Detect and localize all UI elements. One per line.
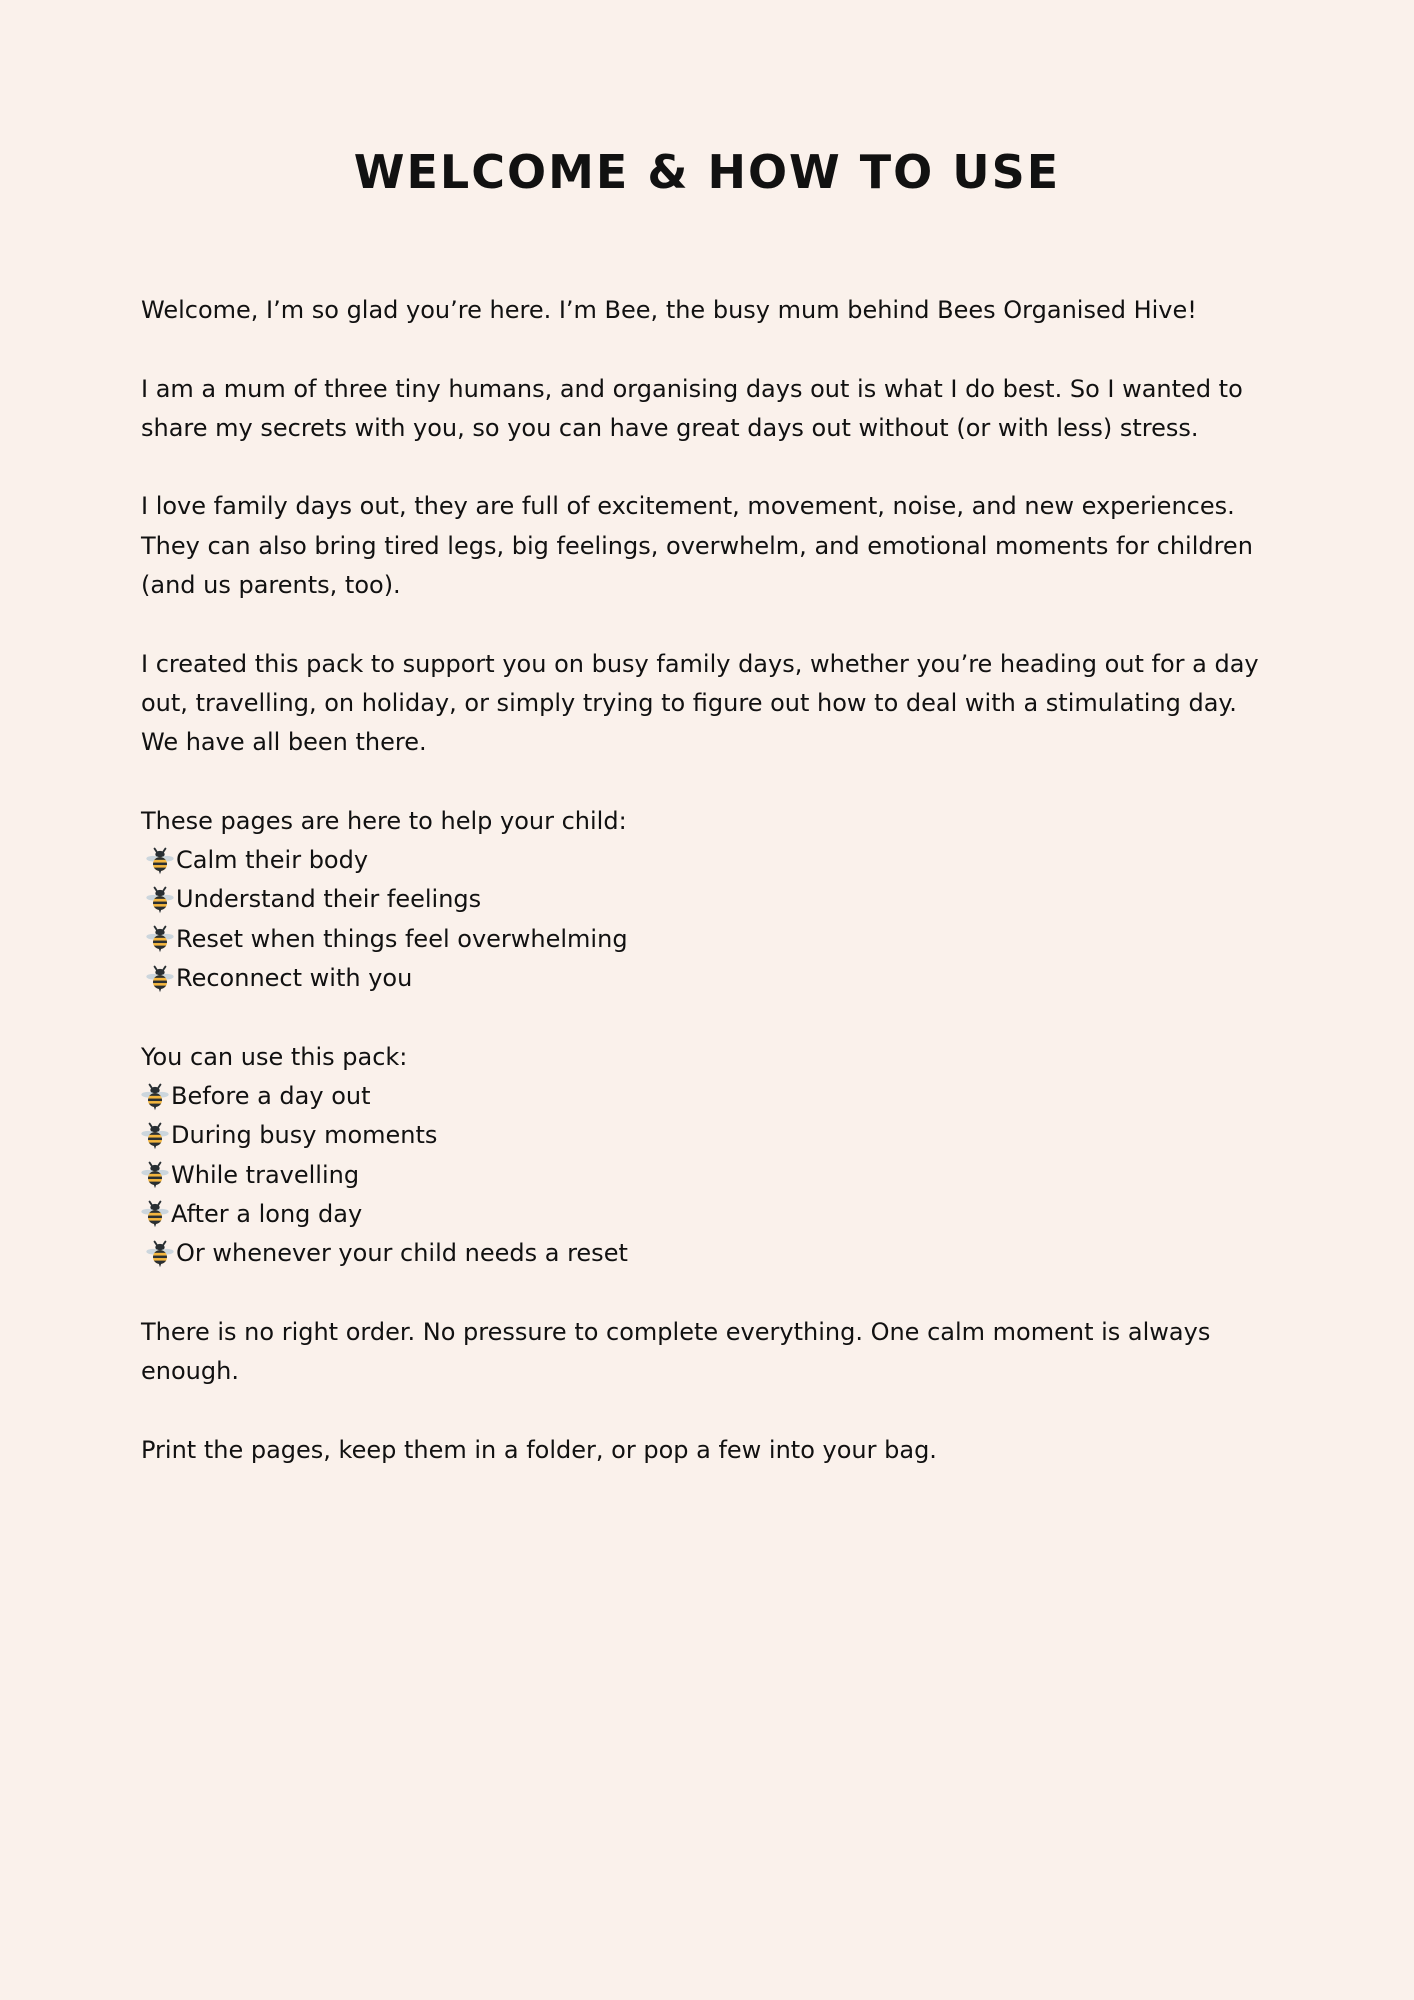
pack-purpose-paragraph: I created this pack to support you on busy family days, whether you’re heading out for a day out, travelling, on holiday, or simply trying to figure out how to deal with a stimulating day. We have all been there. <box>141 649 1259 757</box>
list-item <box>141 920 1281 959</box>
list-item <box>141 959 1281 998</box>
list-item-label: After a long day <box>171 1199 363 1228</box>
list-item-label: Understand their feelings <box>176 885 482 914</box>
list-item <box>141 1156 1281 1195</box>
page-title: WELCOME & HOW TO USE <box>353 145 1061 199</box>
list-item-label: While travelling <box>171 1160 360 1189</box>
bee-icon <box>146 886 174 914</box>
list-item-label: Calm their body <box>176 846 369 875</box>
bee-icon <box>146 925 174 953</box>
about-paragraph: I am a mum of three tiny humans, and organising days out is what I do best. So I wanted to share my secrets with you, so you can have great days out without (or with less) stress. <box>141 374 1243 442</box>
no-pressure-paragraph: There is no right order. No pressure to complete everything. One calm moment is always enough. <box>141 1317 1211 1386</box>
use-list <box>141 1077 1281 1273</box>
help-list-section <box>141 802 1281 998</box>
list-item <box>141 1234 1281 1273</box>
list-item <box>141 841 1281 880</box>
bee-icon <box>141 1200 169 1228</box>
welcome-paragraph: Welcome, I’m so glad you’re here. I’m Bee, the busy mum behind Bees Organised Hive! <box>141 296 1197 324</box>
bee-icon <box>146 847 174 875</box>
bee-icon <box>141 1083 169 1111</box>
bee-icon <box>141 1122 169 1150</box>
help-list <box>141 841 1281 998</box>
list-item-label: During busy moments <box>171 1121 438 1150</box>
bee-icon <box>146 965 174 993</box>
help-list-intro: These pages are here to help your child: <box>141 806 627 835</box>
list-item-label: Reconnect with you <box>176 964 413 993</box>
list-item <box>141 1195 1281 1234</box>
list-item-label: Or whenever your child needs a reset <box>176 1239 628 1268</box>
list-item-label: Reset when things feel overwhelming <box>176 924 628 953</box>
body-content <box>141 291 1281 1509</box>
list-item <box>141 880 1281 919</box>
family-days-paragraph: I love family days out, they are full of excitement, movement, noise, and new experiences. They can also bring tired legs, big feelings, overwhelm, and emotional moments for children (and us parents, too). <box>141 492 1253 600</box>
print-tip-paragraph: Print the pages, keep them in a folder, or pop a few into your bag. <box>141 1435 937 1464</box>
bee-icon <box>146 1240 174 1268</box>
use-list-section <box>141 1038 1281 1274</box>
list-item <box>141 1077 1281 1116</box>
list-item <box>141 1116 1281 1155</box>
use-list-intro: You can use this pack: <box>141 1042 408 1071</box>
list-item-label: Before a day out <box>171 1081 371 1110</box>
bee-icon <box>141 1161 169 1189</box>
